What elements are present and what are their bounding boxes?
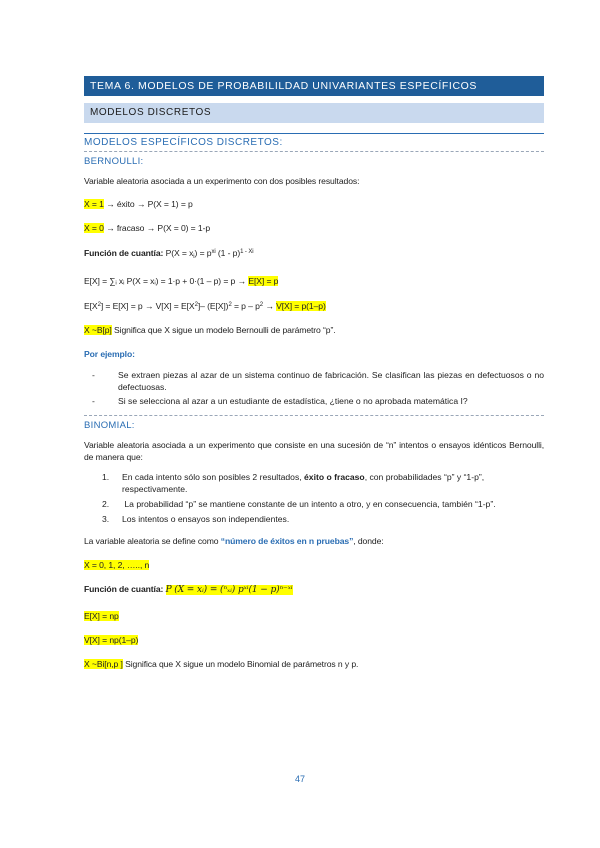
item-text: La probabilidad “p” se mantiene constante de un intento a otro, y en consecuencia, también “1-p”. bbox=[122, 499, 496, 509]
example-label: Por ejemplo: bbox=[84, 349, 135, 359]
definition-emphasis: “número de éxitos en n pruebas” bbox=[220, 536, 354, 546]
example-text: Si se selecciona al azar a un estudiante de estadística, ¿tiene o no aprobada matemática I? bbox=[118, 396, 468, 406]
variance-sup: 2 bbox=[97, 302, 101, 308]
binomial-pmf-line bbox=[84, 583, 544, 596]
failure-text: → fracaso → P(X = 0) = 1-p bbox=[103, 223, 211, 233]
variance-sup: 2 bbox=[228, 302, 232, 308]
subtitle-banner: MODELOS DISCRETOS bbox=[84, 103, 544, 123]
pmf-part: ) = p bbox=[194, 248, 212, 258]
list-number: 2. bbox=[102, 499, 110, 509]
bernoulli-variance-line bbox=[84, 299, 544, 312]
list-item bbox=[92, 395, 544, 407]
document-page bbox=[84, 76, 544, 670]
bernoulli-expectation-line bbox=[84, 275, 544, 287]
binomial-model-line bbox=[84, 658, 544, 670]
list-item bbox=[88, 471, 544, 495]
variance-part: → bbox=[263, 301, 274, 311]
list-number: 3. bbox=[102, 514, 110, 524]
dash-marker: - bbox=[92, 396, 95, 406]
pmf-label: Función de cuantía: bbox=[84, 248, 164, 258]
highlight-model: X ~B[p] bbox=[84, 325, 112, 335]
pmf-sup: 1 - Xi bbox=[240, 249, 254, 255]
definition-text: La variable aleatoria se define como bbox=[84, 536, 221, 546]
variance-part: ] = E[X] = p → V[X] = E[X bbox=[100, 301, 195, 311]
model-text: Significa que X sigue un modelo Bernoulli de parámetro “p”. bbox=[111, 325, 336, 335]
item-text: Los intentos o ensayos son independientes. bbox=[122, 514, 290, 524]
item-text: , con probabilidades “p” y “1-p”, respectivamente. bbox=[122, 472, 485, 494]
list-item bbox=[88, 498, 544, 510]
variance-part: = p – p bbox=[231, 301, 260, 311]
highlight-variance: V[X] = np(1–p) bbox=[84, 635, 139, 645]
binomial-conditions-list bbox=[84, 471, 544, 525]
binomial-intro: Variable aleatoria asociada a un experimento que consiste en una sucesión de “n” intentos o ensayos idénticos Bernoulli, de manera que: bbox=[84, 440, 544, 462]
bernoulli-model-line bbox=[84, 324, 544, 336]
example-text: Se extraen piezas al azar de un sistema continuo de fabricación. Se clasifican las piezas en defectuosos o no defectuosas. bbox=[118, 370, 544, 392]
example-list bbox=[84, 369, 544, 407]
pmf-label: Función de cuantía: bbox=[84, 584, 164, 594]
binomial-variance-line bbox=[84, 634, 544, 646]
list-number: 1. bbox=[102, 472, 110, 482]
dash-marker: - bbox=[92, 370, 95, 380]
highlight-expectation: E[X] = np bbox=[84, 611, 119, 621]
binomial-expectation-line bbox=[84, 610, 544, 622]
section-heading: MODELOS ESPECÍFICOS DISCRETOS: bbox=[84, 133, 544, 151]
highlight-x0: X = 0 bbox=[84, 223, 104, 233]
highlight-model: X ~Bi[n,p ] bbox=[84, 659, 123, 669]
binomial-range-line bbox=[84, 559, 544, 571]
bernoulli-pmf-line bbox=[84, 246, 544, 263]
expectation-formula: E[X] = ∑ᵢ xᵢ P(X = xᵢ) = 1·p + 0·(1 – p) = p → bbox=[84, 276, 247, 286]
highlight-range: X = 0, 1, 2, ….., n bbox=[84, 560, 150, 570]
bernoulli-intro: Variable aleatoria asociada a un experimento con dos posibles resultados: bbox=[84, 176, 360, 186]
highlight-variance: V[X] = p(1–p) bbox=[276, 301, 326, 311]
variance-part: E[X bbox=[84, 301, 98, 311]
definition-text: , donde: bbox=[353, 536, 384, 546]
highlight-x1: X = 1 bbox=[84, 199, 104, 209]
variance-sup: 2 bbox=[259, 302, 264, 308]
chapter-title-banner: TEMA 6. MODELOS DE PROBABILILDAD UNIVARIANTES ESPECÍFICOS bbox=[84, 76, 544, 96]
variance-part: ]– (E[X]) bbox=[197, 301, 229, 311]
pmf-part: P(X = x bbox=[163, 248, 194, 258]
binomial-heading: BINOMIAL: bbox=[84, 420, 135, 431]
highlight-expectation: E[X] = p bbox=[248, 276, 279, 286]
bernoulli-success-line bbox=[84, 198, 544, 210]
list-item bbox=[92, 369, 544, 393]
bernoulli-heading: BERNOULLI: bbox=[84, 156, 144, 167]
bernoulli-failure-line bbox=[84, 222, 544, 234]
page-number: 47 bbox=[294, 774, 305, 784]
binomial-definition bbox=[84, 535, 544, 547]
item-text: En cada intento sólo son posibles 2 resultados, bbox=[122, 472, 305, 482]
binomial-pmf-formula: P (X = xᵢ) = (ⁿₓᵢ) pˣⁱ(1 − p)ⁿ⁻ˣⁱ bbox=[165, 585, 293, 595]
variance-sup: 2 bbox=[194, 302, 198, 308]
pmf-sub: i bbox=[193, 254, 195, 260]
pmf-sup: xi bbox=[211, 249, 216, 255]
pmf-part: (1 - p) bbox=[215, 248, 241, 258]
list-item bbox=[88, 513, 544, 525]
success-text: → éxito → P(X = 1) = p bbox=[103, 199, 193, 209]
item-bold: éxito o fracaso bbox=[304, 472, 365, 482]
model-text: Significa que X sigue un modelo Binomial de parámetros n y p. bbox=[122, 659, 359, 669]
